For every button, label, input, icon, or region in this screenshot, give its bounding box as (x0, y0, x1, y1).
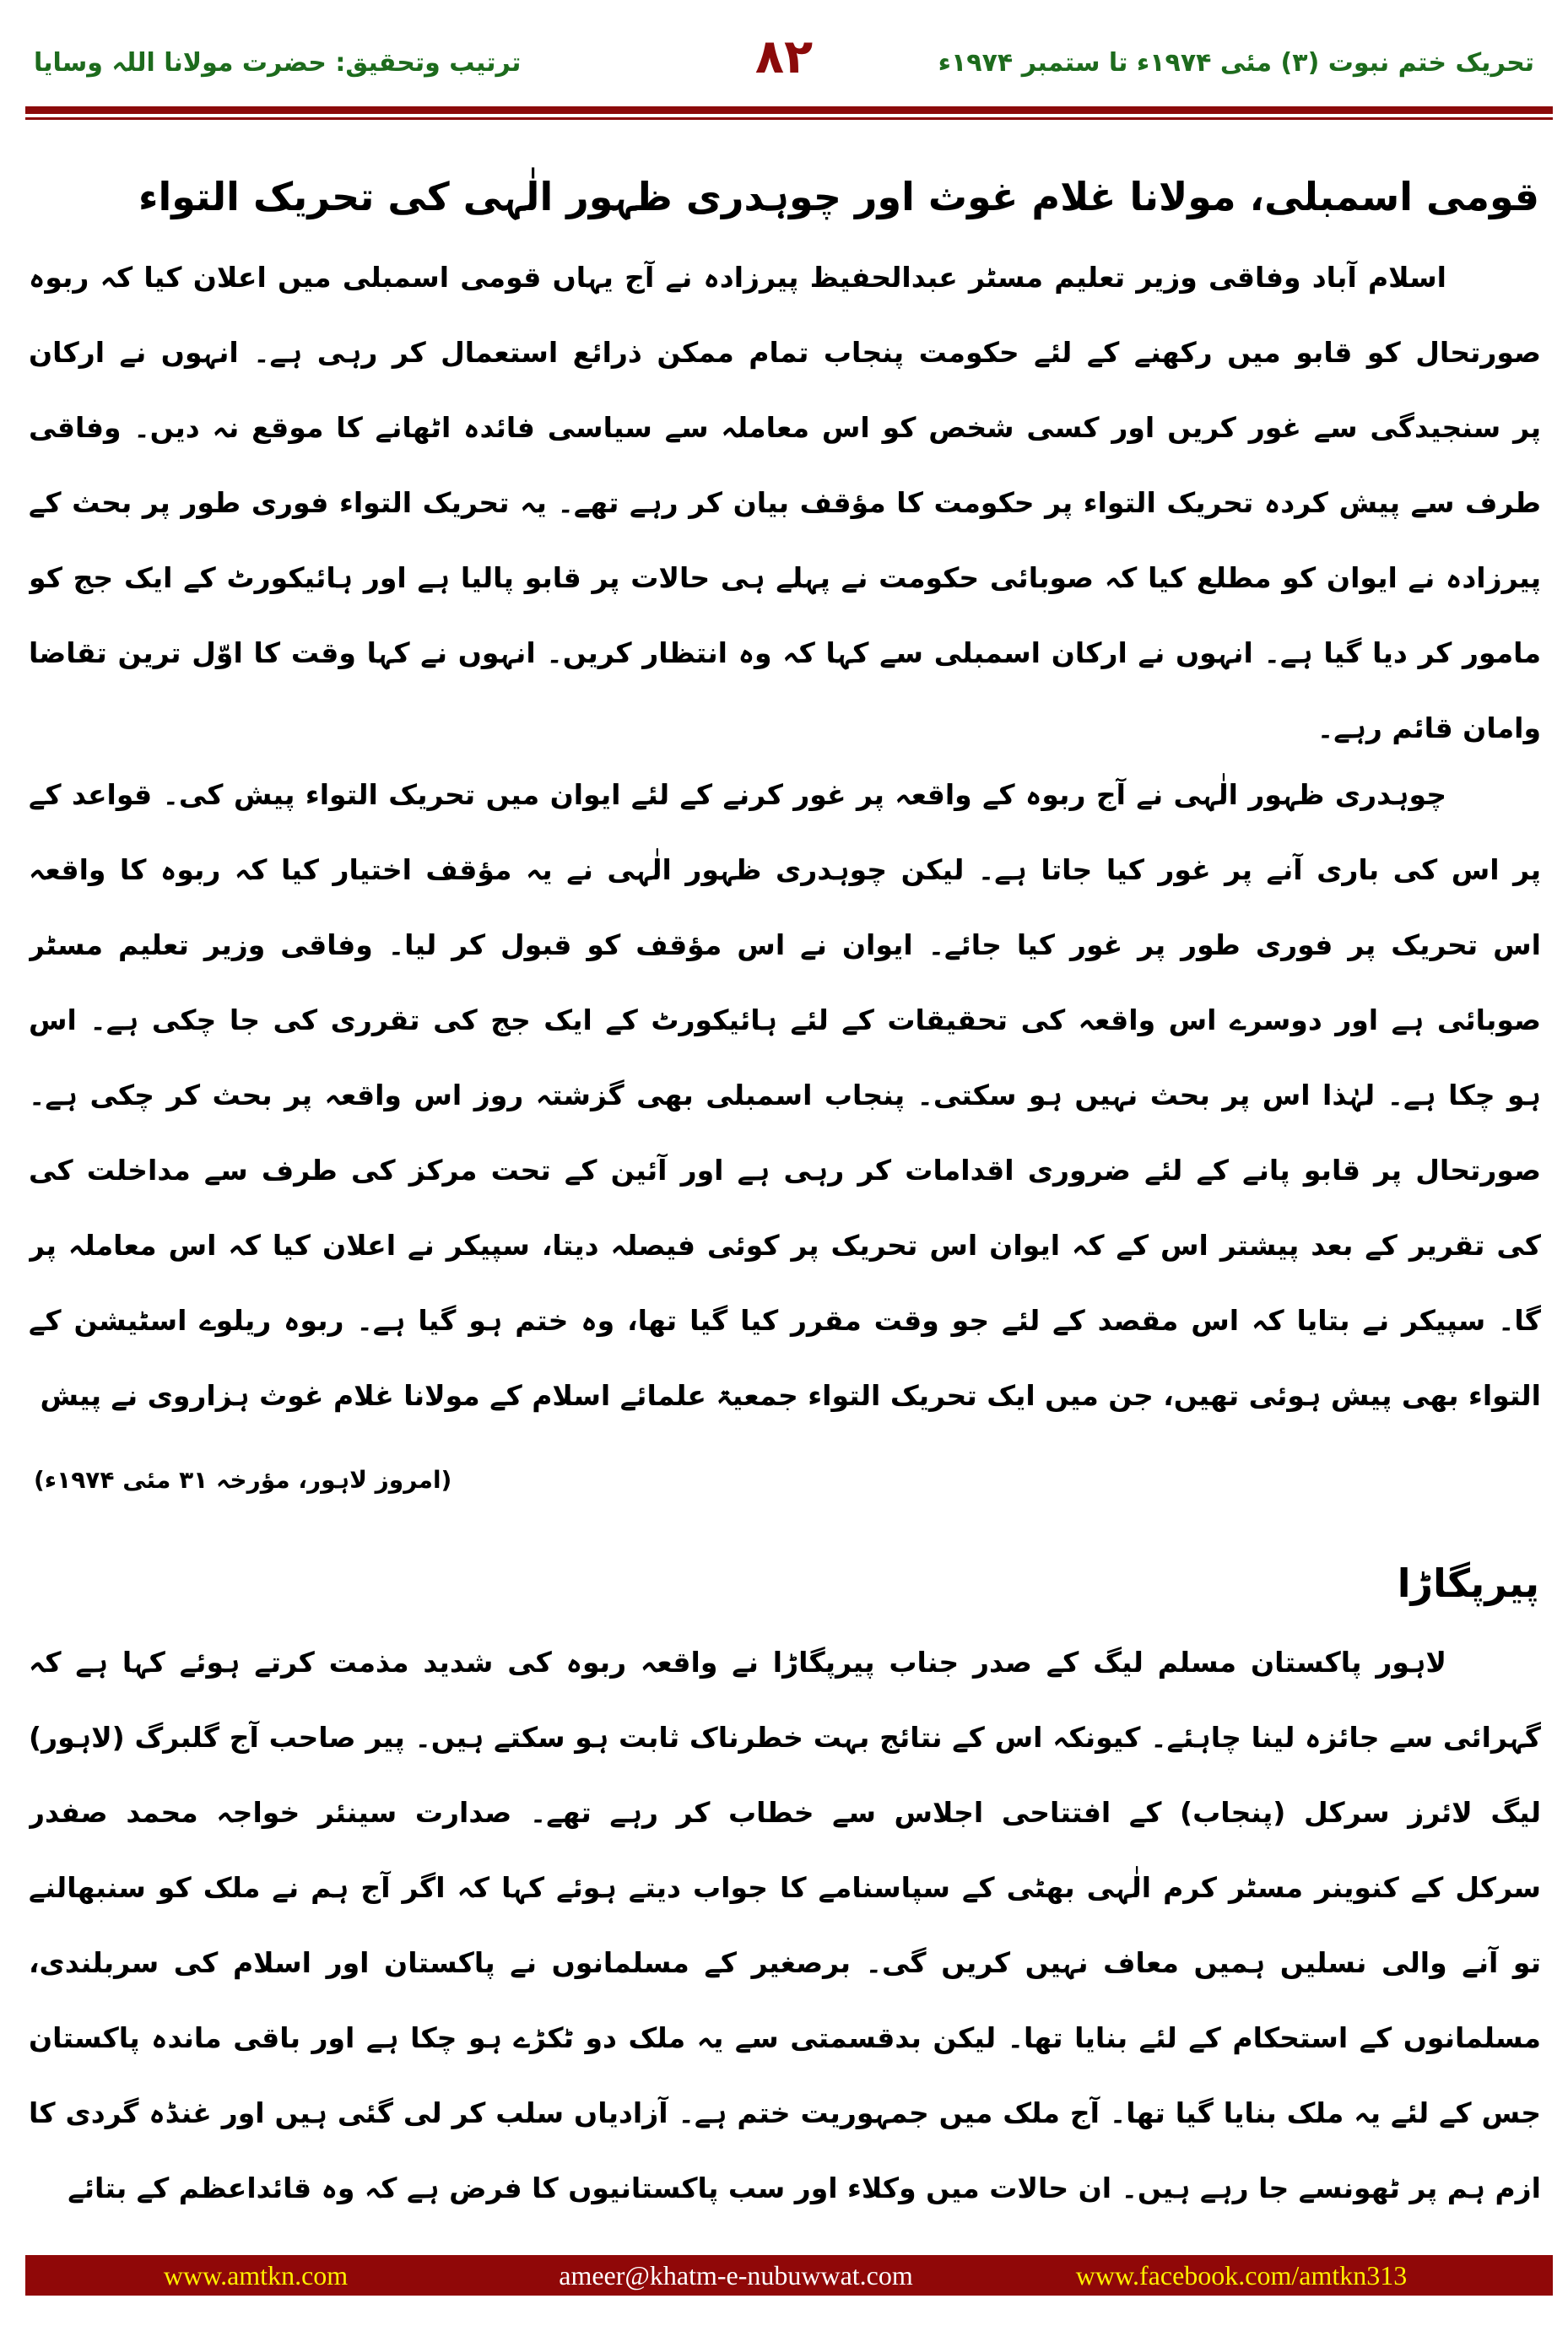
text-line: گا۔ سپیکر نے بتایا کہ اس مقصد کے لئے جو وقت مقرر کیا گیا تھا، وہ ختم ہو گیا ہے۔ ربوہ ریلوے اسٹیشن کے (29, 1304, 1541, 1337)
text-line: اسلام آباد وفاقی وزیر تعلیم مسٹر عبدالحفیظ پیرزادہ نے آج یہاں قومی اسمبلی میں اعلان کیا کہ ربوہ (29, 261, 1446, 294)
text-line: سرکل کے کنوینر مسٹر کرم الٰہی بھٹی کے سپاسنامے کا جواب دیتے ہوئے کہا کہ اگر آج ہم نے ملک کو سنبھالنے (29, 1871, 1541, 1904)
section-title-pir-pagara: پیرپگاڑا (1397, 1560, 1539, 1606)
text-line: وامان قائم رہے۔ (1317, 711, 1541, 744)
text-line: مسلمانوں کے استحکام کے لئے بنایا تھا۔ لیکن بدقسمتی سے یہ ملک دو ٹکڑے ہو چکا ہے اور باقی ماندہ پاکستان (29, 2021, 1541, 2054)
text-line: ہو چکا ہے۔ لہٰذا اس پر بحث نہیں ہو سکتی۔ پنجاب اسمبلی بھی گزشتہ روز اس واقعہ پر بحث کر چکی ہے۔ (29, 1079, 1541, 1112)
section-title-national-assembly: قومی اسمبلی، مولانا غلام غوث اور چوہدری ظہور الٰہی کی تحریک التواء (138, 174, 1539, 219)
text-line: تو آنے والی نسلیں ہمیں معاف نہیں کریں گی۔ برصغیر کے مسلمانوں نے پاکستان اور اسلام کی سربلندی، (29, 1946, 1541, 1979)
text-line: صوبائی ہے اور دوسرے اس واقعہ کی تحقیقات کے لئے ہائیکورٹ کے ایک جج کی تقرری کی جا چکی ہے۔ اس (29, 1003, 1541, 1036)
header-divider-thin (25, 117, 1553, 120)
text-line: لاہور پاکستان مسلم لیگ کے صدر جناب پیرپگاڑا نے واقعہ ربوہ کی شدید مذمت کرتے ہوئے کہا ہے کہ (29, 1646, 1446, 1679)
text-line: لیگ لائرز سرکل (پنجاب) کے افتتاحی اجلاس سے خطاب کر رہے تھے۔ صدارت سینئر خواجہ محمد صفدر (29, 1796, 1541, 1829)
text-line: صورتحال پر قابو پانے کے لئے ضروری اقدامات کر رہی ہے اور آئین کے تحت مرکز کی طرف سے مداخلت کی (29, 1154, 1541, 1187)
text-line: پیرزادہ نے ایوان کو مطلع کیا کہ صوبائی حکومت نے پہلے ہی حالات پر قابو پالیا ہے اور ہائیکورٹ کے ایک جج کو (29, 561, 1541, 594)
text-line: گہرائی سے جائزہ لینا چاہئے۔ کیونکہ اس کے نتائج بہت خطرناک ثابت ہو سکتے ہیں۔ پیر صاحب آج گلبرگ (لاہور) (29, 1721, 1541, 1754)
page-number: ۸۲ (754, 30, 814, 84)
footer-facebook-link[interactable]: www.facebook.com/amtkn313 (1075, 2260, 1408, 2291)
text-line: کی تقریر کے بعد پیشتر اس کے کہ ایوان اس تحریک پر کوئی فیصلہ دیتا، سپیکر نے اعلان کیا کہ اس معاملہ پر (29, 1229, 1541, 1262)
running-header-book-title: تحریک ختم نبوت (۳) مئی ۱۹۷۴ء تا ستمبر ۱۹۷۴ء (938, 48, 1534, 78)
header-divider-thick (25, 106, 1553, 114)
running-header-compiler: ترتیب وتحقیق: حضرت مولانا اللہ وسایا (34, 48, 522, 78)
text-line: پر سنجیدگی سے غور کریں اور کسی شخص کو اس معاملہ سے سیاسی فائدہ اٹھانے کا موقع نہ دیں۔ وفاقی (29, 411, 1541, 444)
source-citation: (امروز لاہور، مؤرخہ ۳۱ مئی ۱۹۷۴ء) (34, 1466, 452, 1494)
text-line: جس کے لئے یہ ملک بنایا گیا تھا۔ آج ملک میں جمہوریت ختم ہے۔ آزادیاں سلب کر لی گئی ہیں اور غنڈہ گردی کا (29, 2096, 1541, 2129)
text-line: مامور کر دیا گیا ہے۔ انہوں نے ارکان اسمبلی سے کہا کہ وہ انتظار کریں۔ انہوں نے کہا وقت کا اوّل ترین تقاضا (29, 636, 1541, 669)
footer-website-link[interactable]: www.amtkn.com (163, 2260, 349, 2291)
text-line: پر اس کی باری آنے پر غور کیا جاتا ہے۔ لیکن چوہدری ظہور الٰہی نے یہ مؤقف اختیار کیا کہ ربوہ کا واقعہ (29, 853, 1541, 886)
text-line: التواء بھی پیش ہوئی تھیں، جن میں ایک تحریک التواء جمعیۃ علمائے اسلام کے مولانا غلام غوث ہزاروی نے پیش (40, 1379, 1541, 1412)
text-line: صورتحال کو قابو میں رکھنے کے لئے حکومت پنجاب تمام ممکن ذرائع استعمال کر رہی ہے۔ انہوں نے ارکان (29, 336, 1541, 369)
text-line: ازم ہم پر ٹھونسے جا رہے ہیں۔ ان حالات میں وکلاء اور سب پاکستانیوں کا فرض ہے کہ وہ قائداعظم کے بتائے (68, 2172, 1541, 2204)
text-line: چوہدری ظہور الٰہی نے آج ربوہ کے واقعہ پر غور کرنے کے لئے ایوان میں تحریک التواء پیش کی۔ قواعد کے (29, 778, 1446, 811)
footer-email-link[interactable]: ameer@khatm-e-nubuwwat.com (559, 2260, 913, 2291)
text-line: طرف سے پیش کردہ تحریک التواء پر حکومت کا مؤقف بیان کر رہے تھے۔ یہ تحریک التواء فوری طور پر بحث کے (29, 486, 1541, 519)
footer-bar (25, 2255, 1553, 2296)
text-line: اس تحریک پر فوری طور پر غور کیا جائے۔ ایوان نے اس مؤقف کو قبول کر لیا۔ وفاقی وزیر تعلیم مسٹر (29, 928, 1541, 961)
